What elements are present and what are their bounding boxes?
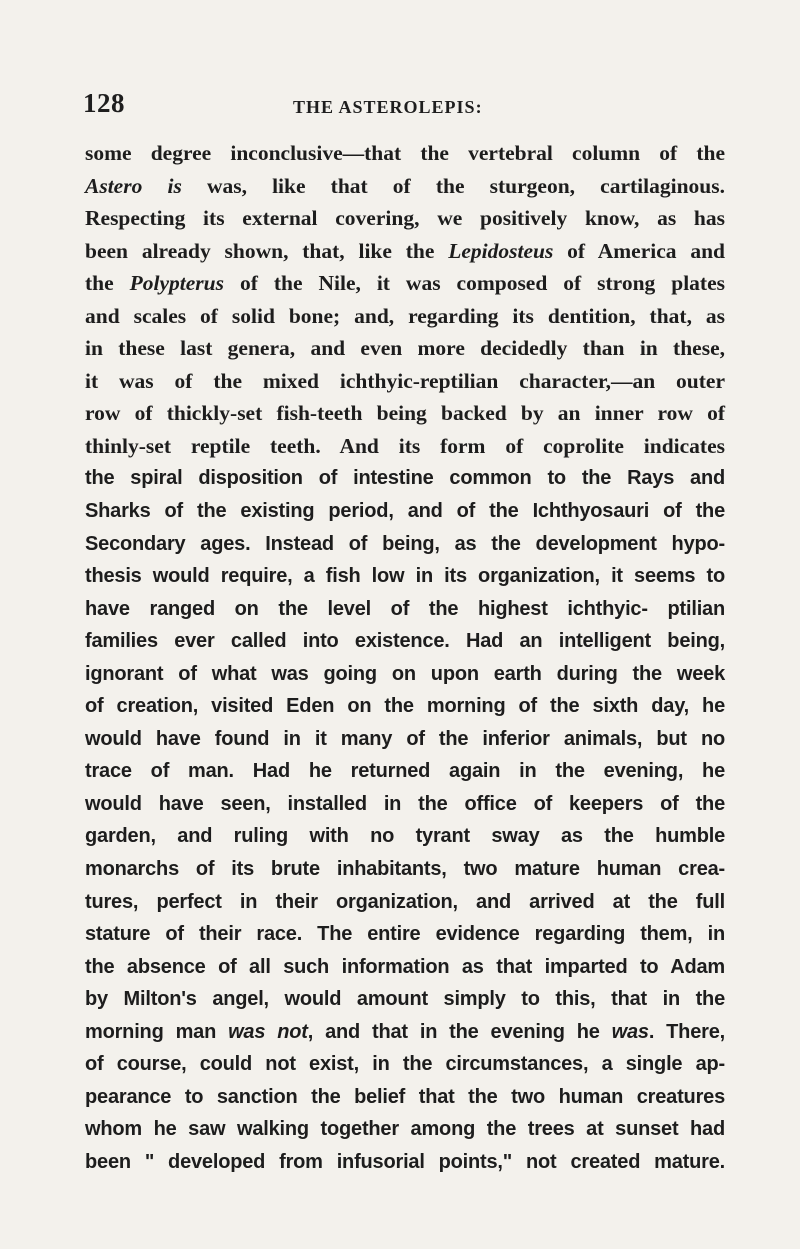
text-line: in these last genera, and even more decidedly than in these, <box>85 336 725 361</box>
text-line: by Milton's angel, would amount simply to this, that in the <box>85 988 725 1011</box>
text-line: been " developed from infusorial points," not created mature. <box>85 1150 725 1173</box>
text-line: monarchs of its brute inhabitants, two mature human crea- <box>85 858 725 881</box>
text-line: been already shown, that, like the Lepidosteus of America and <box>85 238 725 263</box>
text-line: stature of their race. The entire evidence regarding them, in <box>85 923 725 946</box>
text-line: Astero is was, like that of the sturgeon, cartilaginous. <box>85 173 725 198</box>
text-line: row of thickly-set fish-teeth being backed by an inner row of <box>85 401 725 426</box>
text-line: the absence of all such information as that imparted to Adam <box>85 955 725 978</box>
text-line: the Polypterus of the Nile, it was composed of strong plates <box>85 271 726 296</box>
text-line: the spiral disposition of intestine common to the Rays and <box>85 467 725 490</box>
text-line: would have seen, installed in the office of keepers of the <box>85 792 725 815</box>
text-line: and scales of solid bone; and, regarding its dentition, that, as <box>85 303 725 328</box>
running-head: THE ASTEROLEPIS: <box>293 97 483 117</box>
text-line: it was of the mixed ichthyic-reptilian character,—an outer <box>85 368 725 393</box>
text-line: of course, could not exist, in the circumstances, a single ap- <box>85 1053 725 1076</box>
text-line: garden, and ruling with no tyrant sway as the humble <box>85 825 725 848</box>
text-line: tures, perfect in their organization, and arrived at the full <box>85 890 725 913</box>
text-line: families ever called into existence. Had an intelligent being, <box>85 630 725 653</box>
body-paragraph <box>85 137 725 1179</box>
text-line: thesis would require, a fish low in its organization, it seems to <box>85 565 725 588</box>
page-header <box>83 88 723 122</box>
text-line: whom he saw walking together among the trees at sunset had <box>85 1118 725 1141</box>
text-line: thinly-set reptile teeth. And its form of coprolite indicates <box>85 433 725 458</box>
text-line: ignorant of what was going on upon earth during the week <box>85 662 725 685</box>
text-line: some degree inconclusive—that the vertebral column of the <box>85 141 725 165</box>
text-line: have ranged on the level of the highest ichthyic- ptilian <box>85 597 725 620</box>
text-line: Respecting its external covering, we positively know, as has <box>85 206 725 231</box>
text-line: morning man was not, and that in the evening he was. There, <box>85 1020 725 1043</box>
text-line: Sharks of the existing period, and of the Ichthyosauri of the <box>85 500 725 523</box>
text-line: of creation, visited Eden on the morning of the sixth day, he <box>85 695 725 718</box>
text-line: would have found in it many of the inferior animals, but no <box>85 727 725 750</box>
page-number: 128 <box>83 88 125 118</box>
text-line: Secondary ages. Instead of being, as the development hypo- <box>85 532 725 555</box>
text-line: pearance to sanction the belief that the two human creatures <box>85 1085 725 1108</box>
text-line: trace of man. Had he returned again in the evening, he <box>85 760 725 783</box>
